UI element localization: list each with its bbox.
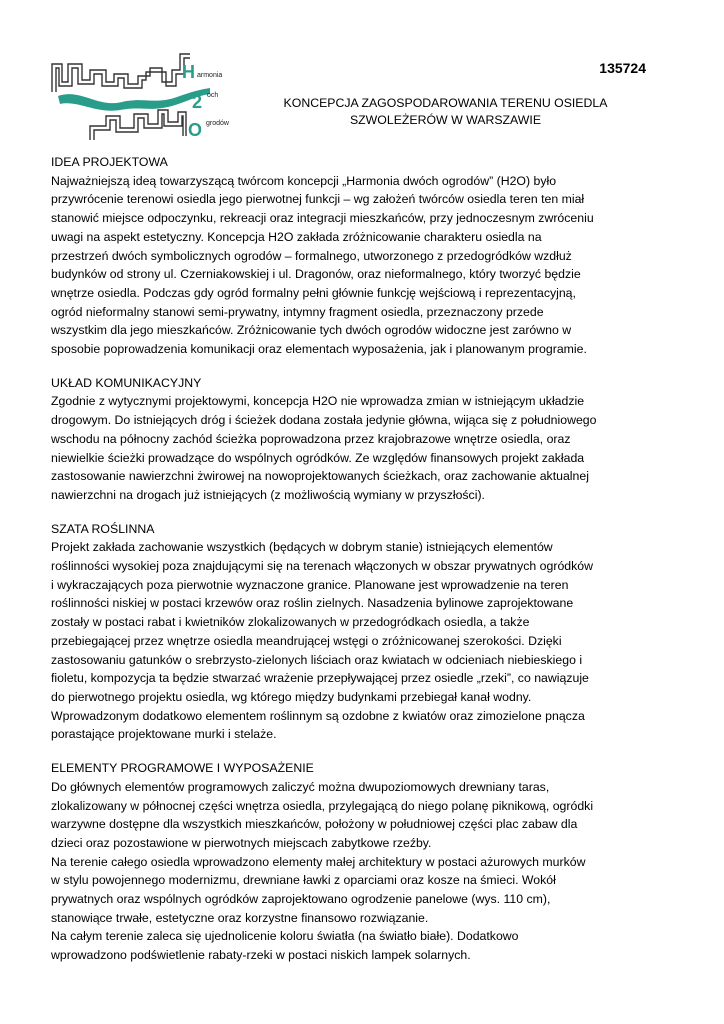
paragraph-line: uwagi na aspekt estetyczny. Koncepcja H2O zakłada zróżnicowanie charakteru osiedla na (51, 229, 542, 244)
section-idea (51, 153, 676, 359)
paragraph-line: stanowić miejsce odpoczynku, rekreacji oraz integracji mieszkańców, przy jednoczesnym zwróceniu (51, 211, 594, 226)
paragraph-line: do pierwotnego projektu osiedla, wg którego między budynkami przebiegał kanał wodny. (51, 689, 532, 704)
paragraph-line: Na terenie całego osiedla wprowadzono elementy małej architektury w postaci ażurowych murków (51, 854, 586, 869)
section-program (51, 759, 676, 965)
logo-letter-h: H (182, 62, 195, 82)
logo-graphic (50, 52, 255, 142)
paragraph-line: ogród nieformalny stanowi semi-prywatny, intymny fragment osiedla, przeznaczony przede (51, 304, 544, 319)
logo-word-harmonia: armonia (197, 72, 223, 79)
title-line-2: SZWOLEŻERÓW W WARSZAWIE (349, 113, 542, 127)
paragraph-line: fioletu, kompozycja ta będzie stwarzać wrażenie przepływającej przez osiedle „rzeki”, co nawiązuje (51, 671, 589, 686)
logo-word-dwoch: och (207, 92, 219, 99)
h2o-logo (50, 52, 255, 142)
logo-letter-o: O (188, 120, 203, 140)
paragraph-line: przestrzeń dwóch symbolicznych ogrodów – formalnego, utworzonego z przedogródków wzdłuż (51, 248, 572, 263)
paragraph-line: Zgodnie z wytycznymi projektowymi, koncepcja H2O nie wprowadza zmian w istniejącym układzie (51, 394, 585, 409)
document-body (51, 153, 676, 980)
logo-word-ogrodow: grodów (206, 120, 229, 127)
paragraph-line: dzieci oraz pozostawione w pierwotnych miejscach zabytkowe rzeźby. (51, 835, 432, 850)
document-number: 135724 (599, 60, 646, 76)
section-heading: SZATA ROŚLINNA (51, 521, 155, 536)
paragraph-line: drogowym. Do istniejących dróg i ścieżek dodana została jedynie główna, wijąca się z południowego (51, 413, 597, 428)
title-line-1: KONCEPCJA ZAGOSPODAROWANIA TERENU OSIEDLA (283, 96, 608, 110)
paragraph-line: porastające projektowane murki i stelaże. (51, 727, 277, 742)
paragraph-line: zastosowaniu gatunków o srebrzysto-zielonych liściach oraz kwiatach w odcieniach niebieskiego i (51, 652, 583, 667)
section-vegetation (51, 520, 676, 744)
paragraph-line: Do głównych elementów programowych zaliczyć można dwupoziomowych drewniany taras, (51, 779, 550, 794)
paragraph-line: sposobie poprowadzenia komunikacji oraz elementach wyposażenia, jak i planowanym programie. (51, 342, 587, 357)
paragraph-line: roślinności niskiej w postaci krzewów oraz roślin zielnych. Nasadzenia bylinowe zaprojektowane (51, 596, 574, 611)
paragraph-line: Wprowadzonym dodatkowo elementem roślinnym są ozdobne z kwiatów oraz zimozielone pnącza (51, 708, 585, 723)
paragraph-line: przywrócenie terenowi osiedla jego pierwotnej funkcji – wg założeń twórców osiedla teren ten miał (51, 192, 585, 207)
paragraph-line: wprowadzono podświetlenie rabaty-rzeki w postaci niskich lampek solarnych. (51, 948, 471, 963)
paragraph-line: Na całym terenie zaleca się ujednolicenie koloru światła (na światło białe). Dodatkowo (51, 929, 519, 944)
section-heading: IDEA PROJEKTOWA (51, 155, 168, 169)
paragraph-line: wszystkim dla jego mieszkańców. Zróżnicowanie tych dwóch ogrodów widoczne jest zarówno w (51, 323, 572, 338)
paragraph-line: Najważniejszą ideą towarzyszącą twórcom koncepcji „Harmonia dwóch ogrodów” (H2O) było (51, 173, 557, 188)
paragraph-line: stanowiące trwałe, estetyczne oraz korzystne finansowo rozwiązanie. (51, 910, 429, 925)
paragraph-line: prywatnych oraz wspólnych ogródków zaprojektowano ogrodzenie panelowe (wys. 110 cm), (51, 892, 551, 907)
document-title (258, 95, 633, 129)
paragraph-line: Projekt zakłada zachowanie wszystkich (będących w dobrym stanie) istniejących elementów (51, 540, 553, 555)
section-heading: ELEMENTY PROGRAMOWE I WYPOSAŻENIE (51, 761, 314, 776)
paragraph-line: warzywne dostępne dla wszystkich mieszkańców, położony w południowej części plac zabaw dla (51, 817, 578, 832)
paragraph-line: i wykraczających poza pierwotnie wyznaczone granice. Planowane jest wprowadzenie na teren (51, 577, 569, 592)
paragraph-line: przebiegającej przez wnętrze osiedla meandrującej wstęgi o zróżnicowanej szerokości. Dzięki (51, 633, 562, 648)
paragraph-line: budynków od strony ul. Czerniakowskiej i ul. Dragonów, oraz nieformalnego, który tworzyć będzie (51, 267, 581, 282)
paragraph-line: nawierzchni na drogach już istniejących (z możliwością wymiany w przyszłości). (51, 487, 485, 502)
paragraph-line: wschodu na północny zachód ścieżka poprowadzona przez krajobrazowe wnętrze osiedla, oraz (51, 431, 571, 446)
section-communication (51, 374, 676, 505)
paragraph-line: wnętrze osiedla. Podczas gdy ogród formalny pełni głównie funkcję wejściową i reprezentacyjną, (51, 285, 576, 300)
paragraph-line: niewielkie ścieżki prowadzące do wspólnych ogródków. Ze względów finansowych projekt zakłada (51, 450, 585, 465)
paragraph-line: w stylu powojennego modernizmu, drewniane ławki z oparciami oraz kosze na śmieci. Wokół (51, 873, 556, 888)
paragraph-line: zlokalizowany w północnej części wnętrza osiedla, przylegającą do niego polanę piknikową, ogródki (51, 798, 594, 813)
logo-letter-2: 2 (192, 92, 203, 112)
paragraph-line: zostały w postaci rabat i kwietników zlokalizowanych w przedogródkach osiedla, a także (51, 615, 530, 630)
paragraph-line: roślinności wysokiej poza znajdującymi się na terenach włączonych w obszar prywatnych ogródków (51, 559, 593, 574)
section-heading: UKŁAD KOMUNIKACYJNY (51, 375, 202, 390)
paragraph-line: zastosowanie nawierzchni żwirowej na nowoprojektowanych ścieżkach, oraz zachowanie aktualnej (51, 469, 589, 484)
